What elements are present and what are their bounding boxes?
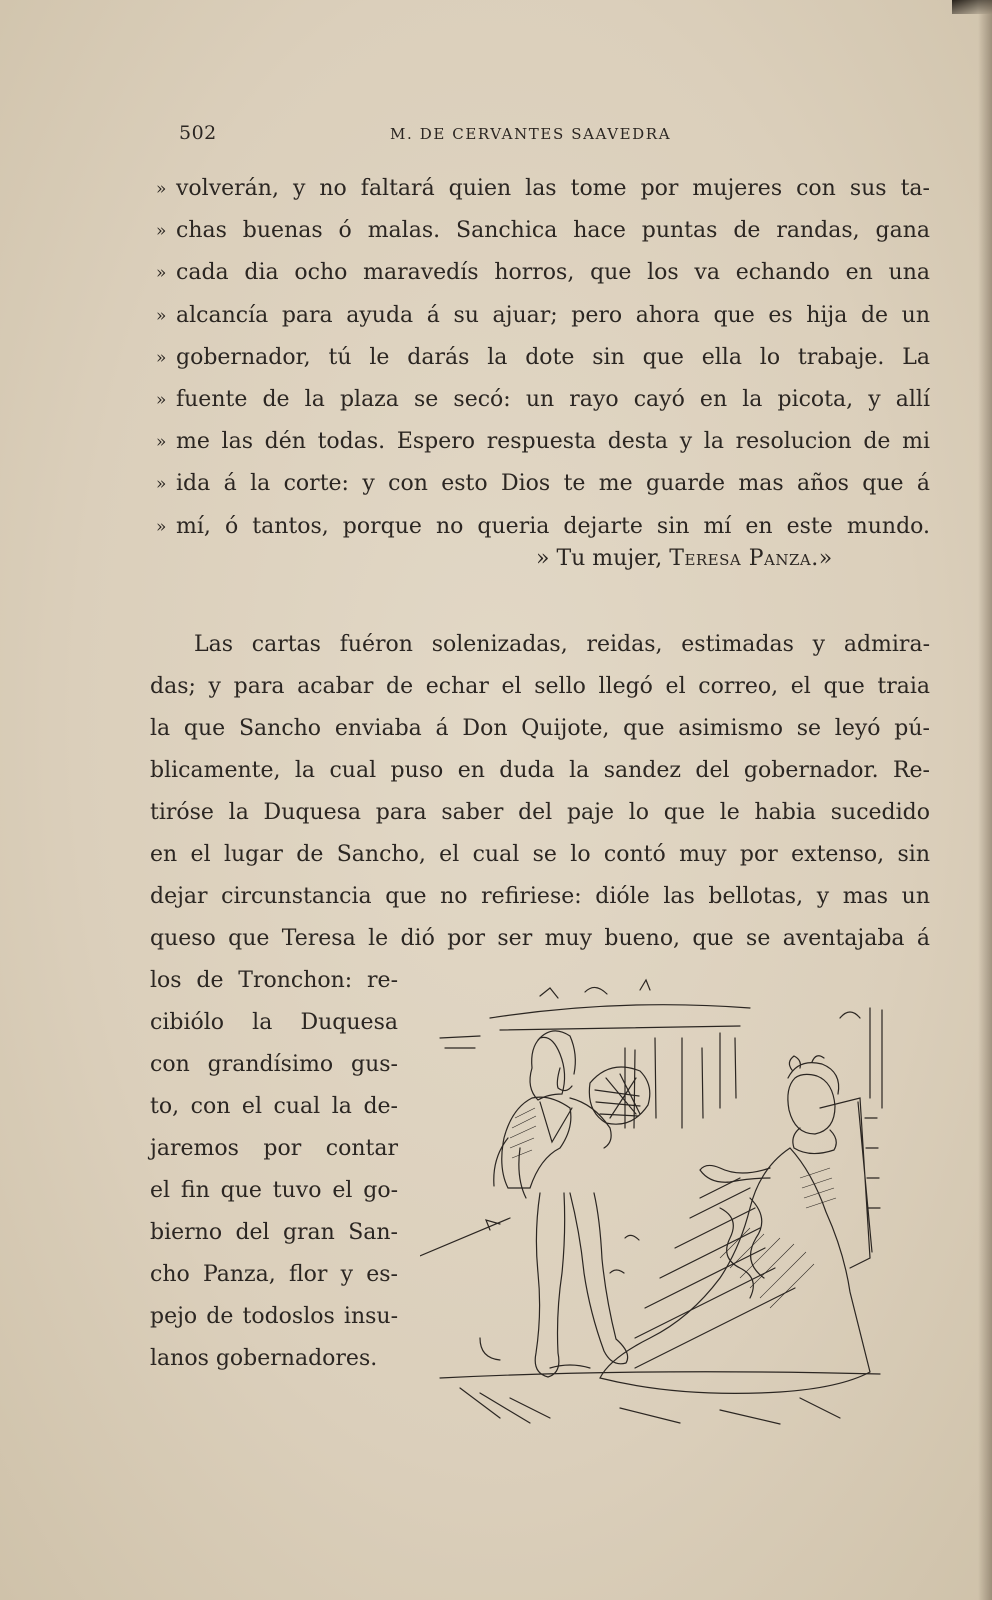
wrapped-line: bierno del gran San- xyxy=(150,1220,398,1245)
engraving-lines xyxy=(420,980,882,1424)
signature-prefix: » Tu mujer, xyxy=(536,546,663,571)
quote-mark: » xyxy=(156,179,167,199)
quote-mark: » xyxy=(156,389,167,410)
wrapped-text-column xyxy=(150,960,398,1380)
letter-line-text: gobernador, tú le darás la dote sin que ella lo trabaje. La xyxy=(176,344,930,370)
signature-suffix: » xyxy=(818,546,833,571)
narrative-line: tiróse la Duquesa para saber del paje lo que le habia sucedido xyxy=(150,800,930,825)
letter-body xyxy=(156,168,930,548)
letter-line-text: fuente de la plaza se secó: un rayo cayó en la picota, y allí xyxy=(176,386,930,412)
quote-mark: » xyxy=(156,432,167,453)
letter-line xyxy=(156,463,930,505)
letter-line-text: ida á la corte: y con esto Dios te me guarde mas años que á xyxy=(176,471,930,497)
engraving-hatching xyxy=(510,1108,836,1308)
letter-line-text: me las dén todas. Espero respuesta desta y la resolucion de mi xyxy=(176,429,930,455)
wrapped-line: jaremos por contar xyxy=(150,1136,398,1161)
quote-mark: » xyxy=(156,221,167,242)
narrative-line: dejar circunstancia que no refiriese: dióle las bellotas, y mas un xyxy=(150,884,930,909)
narrative-paragraph xyxy=(150,624,930,960)
wrapped-line: el fin que tuvo el go- xyxy=(150,1178,398,1203)
letter-line xyxy=(156,506,930,548)
letter-line xyxy=(156,168,930,210)
quote-mark: » xyxy=(156,516,167,537)
quote-mark: » xyxy=(156,263,167,284)
wrapped-line: pejo de todoslos insu- xyxy=(150,1304,398,1329)
signature-name: Teresa Panza. xyxy=(669,546,819,571)
letter-line xyxy=(156,252,930,294)
letter-line-text: mí, ó tantos, porque no queria dejarte sin mí en este mundo. xyxy=(176,513,930,539)
engraving-svg xyxy=(420,978,920,1438)
letter-line-text: cada dia ocho maravedís horros, que los va echando en una xyxy=(176,260,930,286)
wrapped-line: lanos gobernadores. xyxy=(150,1346,378,1371)
narrative-line: la que Sancho enviaba á Don Quijote, que asimismo se leyó pú- xyxy=(150,716,930,741)
letter-line xyxy=(156,379,930,421)
page-number: 502 xyxy=(179,122,217,144)
letter-line xyxy=(156,421,930,463)
letter-line-text: volverán, y no faltará quien las tome por mujeres con sus ta- xyxy=(176,176,930,201)
engraving-page-presents-basket-to-duchess xyxy=(420,978,920,1438)
narrative-line: queso que Teresa le dió por ser muy bueno, que se aventajaba á xyxy=(150,926,930,951)
wrapped-line: to, con el cual la de- xyxy=(150,1094,398,1119)
quote-mark: » xyxy=(156,347,167,368)
wrapped-line: cibiólo la Duquesa xyxy=(150,1010,398,1035)
narrative-line: das; y para acabar de echar el sello llegó el correo, el que traia xyxy=(150,674,930,699)
running-head: M. DE CERVANTES SAAVEDRA xyxy=(390,125,672,143)
page-header xyxy=(0,122,992,146)
letter-line xyxy=(156,210,930,252)
page-corner-shadow xyxy=(952,0,992,14)
letter-signature xyxy=(536,546,832,571)
letter-line xyxy=(156,337,930,379)
wrapped-line: con grandísimo gus- xyxy=(150,1052,398,1077)
quote-mark: » xyxy=(156,474,167,495)
narrative-line: blicamente, la cual puso en duda la sandez del gobernador. Re- xyxy=(150,758,930,783)
letter-line-text: alcancía para ayuda á su ajuar; pero ahora que es hija de un xyxy=(176,302,930,328)
narrative-line: en el lugar de Sancho, el cual se lo contó muy por extenso, sin xyxy=(150,842,930,867)
page-edge-shadow xyxy=(978,0,992,1600)
quote-mark: » xyxy=(156,305,167,326)
letter-line xyxy=(156,295,930,337)
wrapped-line: los de Tronchon: re- xyxy=(150,968,398,993)
wrapped-line: cho Panza, flor y es- xyxy=(150,1262,398,1287)
letter-line-text: chas buenas ó malas. Sanchica hace puntas de randas, gana xyxy=(176,218,930,244)
narrative-line: Las cartas fuéron solenizadas, reidas, estimadas y admira- xyxy=(194,632,930,657)
